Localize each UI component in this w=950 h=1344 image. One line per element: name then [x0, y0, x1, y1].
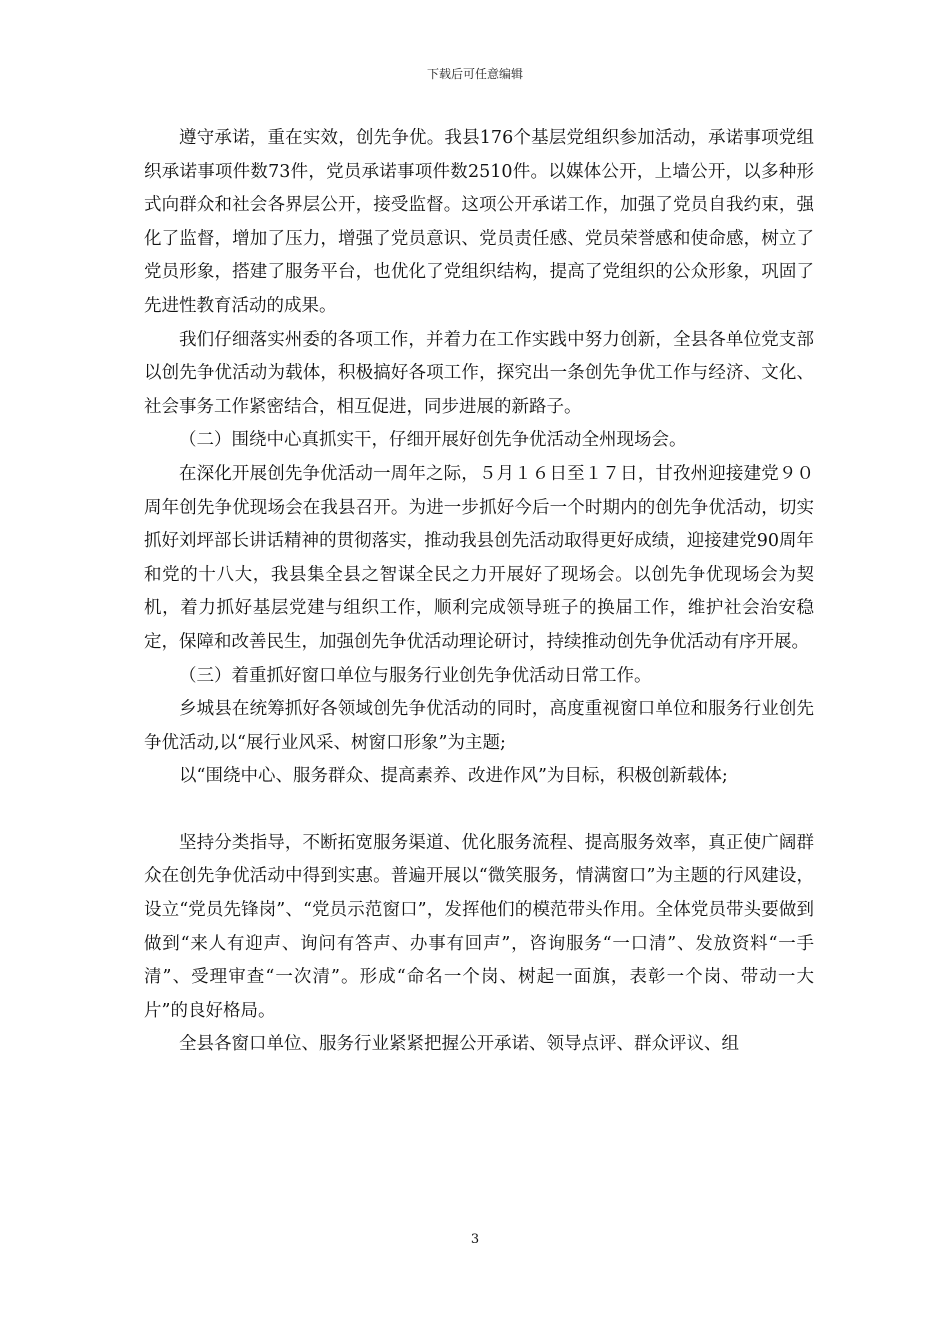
paragraph-window-units: 全县各窗口单位、服务行业紧紧把握公开承诺、领导点评、群众评议、组 [179, 1034, 739, 1055]
paragraph-innovation: 我们仔细落实州委的各项工作，并着力在工作实践中努力创新，全县各单位党支部以创先争优活动为载体，积极搞好各项工作，探究出一条创先争优工作与经济、文化、社会事务工作紧密结合，相互促进，同步进展的新路子。 [144, 329, 814, 417]
paragraph-service-goal: 以“围绕中心、服务群众、提高素养、改进作风”为目标，积极创新载体; [179, 766, 728, 787]
paragraph-service-theme: 乡城县在统筹抓好各领域创先争优活动的同时，高度重视窗口单位和服务行业创先争优活动,以“展行业风采、树窗口形象”为主题; [144, 699, 814, 753]
paragraph-service-guidance: 坚持分类指导，不断拓宽服务渠道、优化服务流程、提高服务效率，真正使广阔群众在创先争优活动中得到实惠。普遍开展以“微笑服务，情满窗口”为主题的行风建设，设立“党员先锋岗”、“党员示范窗口”，发挥他们的模范带头作用。全体党员带头要做到做到“来人有迎声、询问有答声、办事有回声”，咨询服务“一口清”、发放资料“一手清”、受理审查“一次清”。形成“命名一个岗、树起一面旗，表彰一个岗、带动一大片”的良好格局。 [144, 832, 814, 1021]
paragraph-pledge-results: 遵守承诺，重在实效，创先争优。我县176个基层党组织参加活动，承诺事项党组织承诺事项件数73件，党员承诺事项件数2510件。以媒体公开，上墙公开，以多种形式向群众和社会各界层公开，接受监督。这项公开承诺工作，加强了党员自我约束，强化了监督，增加了压力，增强了党员意识、党员责任感、党员荣誉感和使命感，树立了党员形象，搭建了服务平台，也优化了党组织结构，提高了党组织的公众形象，巩固了先进性教育活动的成果。 [144, 128, 814, 316]
page-number: 3 [470, 1232, 480, 1247]
page-header: 下载后可任意编辑 [426, 67, 523, 81]
section-heading-3: （三）着重抓好窗口单位与服务行业创先争优活动日常工作。 [179, 665, 652, 686]
document-body [144, 122, 814, 1062]
paragraph-field-meeting: 在深化开展创先争优活动一周年之际，５月１６日至１７日，甘孜州迎接建党９０周年创先争优现场会在我县召开。为进一步抓好今后一个时期内的创先争优活动，切实抓好刘坪部长讲话精神的贯彻落实，推动我县创先活动取得更好成绩，迎接建党90周年和党的十八大，我县集全县之智谋全民之力开展好了现场会。以创先争优现场会为契机，着力抓好基层党建与组织工作，顺利完成领导班子的换届工作，维护社会治安稳定，保障和改善民生，加强创先争优活动理论研讨，持续推动创先争优活动有序开展。 [144, 463, 814, 652]
section-heading-2: （二）围绕中心真抓实干，仔细开展好创先争优活动全州现场会。 [179, 430, 687, 451]
